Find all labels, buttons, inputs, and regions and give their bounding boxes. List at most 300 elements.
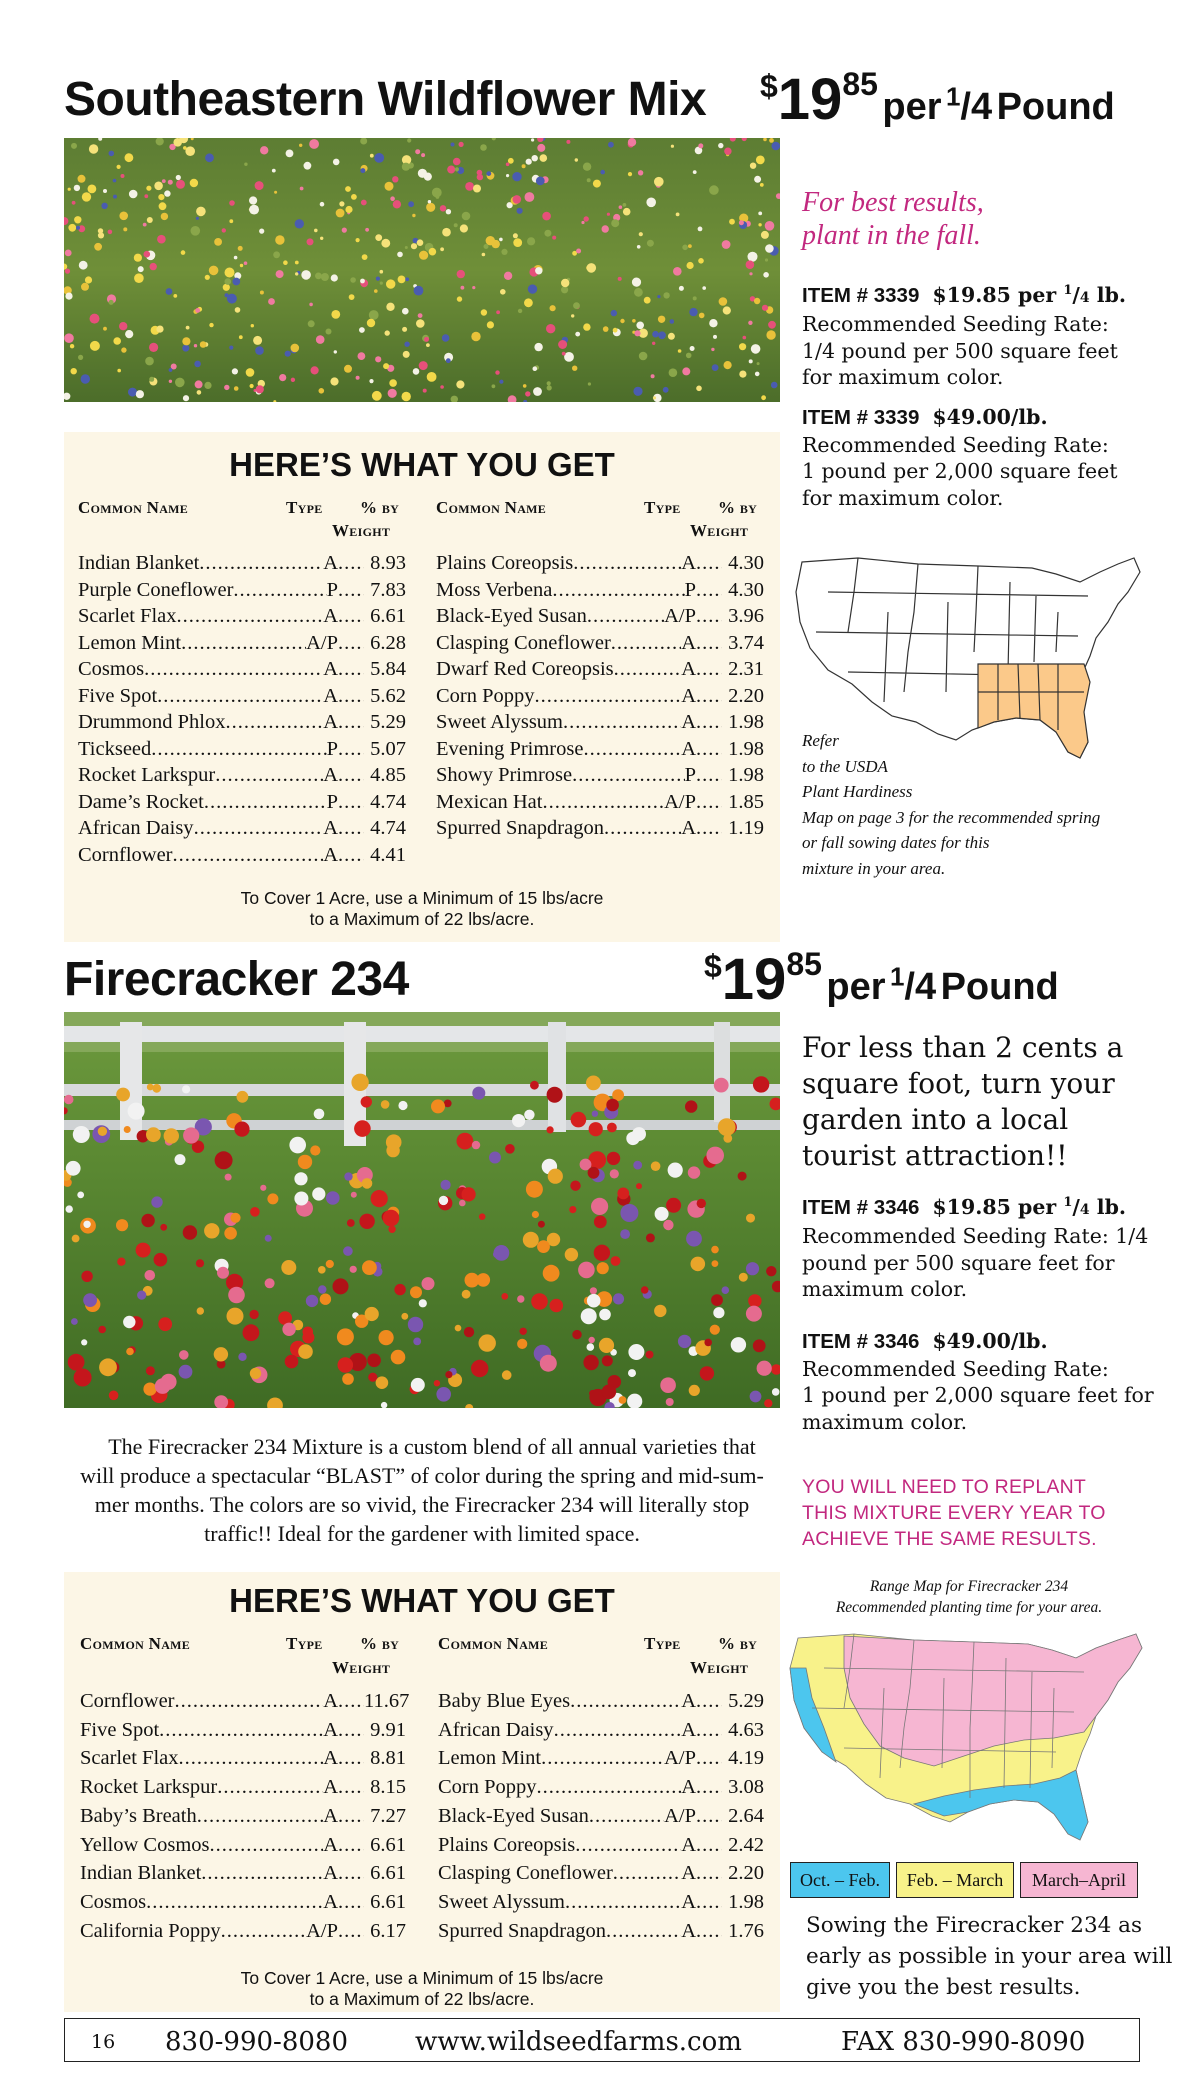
flower-speckle [386, 303, 394, 311]
flower-speckle [440, 205, 446, 211]
flower-speckle [386, 279, 395, 288]
flower-speckle [181, 250, 186, 255]
flower-speckle [176, 175, 181, 180]
flower-speckle [654, 177, 664, 187]
flower-speckle [589, 1122, 603, 1136]
flower-speckle [344, 365, 352, 373]
flower-speckle [343, 1246, 353, 1256]
leader-dots [696, 817, 722, 840]
flower-speckle [217, 1267, 229, 1279]
flower-speckle [540, 154, 548, 162]
plant-name: Cosmos [80, 1890, 147, 1913]
flower-speckle [748, 321, 752, 325]
flower-speckle [750, 163, 756, 169]
flower-speckle [633, 387, 642, 396]
flower-speckle [613, 1293, 624, 1304]
flower-speckle [718, 143, 723, 148]
plant-name: Cornflower [78, 843, 173, 866]
table-row [436, 579, 764, 602]
flower-speckle [74, 1369, 92, 1387]
leader-dots [552, 579, 684, 602]
flower-speckle [385, 330, 390, 335]
flower-speckle [350, 277, 356, 283]
flower-speckle [88, 185, 97, 194]
flower-speckle [380, 270, 384, 274]
flower-speckle [147, 1084, 154, 1091]
plant-name: Rocket Larkspur [80, 1776, 218, 1799]
flower-speckle [66, 1205, 73, 1212]
flower-speckle [698, 143, 703, 148]
flower-speckle [402, 163, 410, 171]
percent-by-weight: 1.85 [728, 790, 764, 813]
flower-speckle [230, 1213, 240, 1223]
plant-type: A [323, 817, 338, 839]
flower-speckle [771, 382, 778, 389]
flower-speckle [393, 200, 401, 208]
section1-contents-panel [64, 432, 780, 942]
flower-speckle [748, 252, 758, 262]
flower-speckle [136, 1243, 151, 1258]
flower-speckle [200, 341, 207, 348]
flower-speckle [361, 1096, 372, 1107]
flower-speckle [739, 1273, 748, 1282]
flower-speckle [526, 1181, 543, 1198]
flower-speckle [124, 1126, 131, 1133]
flower-speckle [587, 1343, 595, 1351]
flower-speckle [617, 1188, 629, 1200]
flower-speckle [628, 138, 636, 146]
flower-speckle [668, 333, 675, 340]
leader-dots [338, 844, 364, 867]
flower-speckle [540, 1355, 557, 1372]
flower-speckle [764, 1399, 772, 1407]
section1-price: $1985 per $^1$/4 Pound [760, 66, 1115, 132]
flower-speckle [412, 214, 415, 217]
flower-speckle [147, 217, 153, 223]
flower-speckle [685, 1100, 697, 1112]
flower-speckle [243, 1324, 260, 1341]
flower-speckle [331, 274, 338, 281]
flower-speckle [64, 333, 74, 343]
flower-speckle [575, 332, 580, 337]
percent-by-weight: 6.17 [370, 1919, 406, 1942]
flower-speckle [421, 153, 425, 157]
section1-table-title: HERE’S WHAT YOU GET [229, 446, 615, 483]
flower-speckle [90, 314, 100, 324]
plant-name: Indian Blanket [80, 1862, 202, 1885]
flower-speckle [381, 1402, 387, 1408]
flower-speckle [619, 205, 623, 209]
flower-speckle [561, 286, 568, 293]
leader-dots [338, 658, 364, 681]
flower-speckle [487, 321, 494, 328]
flower-speckle [214, 1347, 228, 1361]
flower-speckle [757, 1361, 772, 1376]
flower-speckle [229, 219, 233, 223]
percent-by-weight: 1.98 [728, 1890, 764, 1913]
percent-by-weight: 11.67 [364, 1690, 410, 1712]
flower-speckle [462, 1187, 476, 1201]
flower-speckle [108, 230, 113, 235]
flower-speckle [250, 1207, 260, 1217]
flower-speckle [761, 395, 766, 400]
flower-speckle [417, 239, 424, 246]
flower-speckle [143, 223, 147, 227]
flower-speckle [204, 382, 211, 389]
flower-speckle [398, 1101, 407, 1110]
flower-speckle [566, 140, 570, 144]
col-head-pct: % by [718, 498, 758, 517]
flower-speckle [524, 298, 533, 307]
flower-speckle [123, 227, 127, 231]
flower-speckle [530, 1081, 539, 1090]
leader-dots [696, 1747, 722, 1770]
flower-speckle [578, 1262, 595, 1279]
flower-speckle [298, 1155, 312, 1169]
flower-speckle [581, 221, 584, 224]
leader-dots [151, 738, 326, 761]
flower-speckle [754, 176, 761, 183]
flower-speckle [688, 244, 692, 248]
flower-speckle [119, 322, 127, 330]
plant-name: Corn Poppy [436, 684, 535, 707]
flower-speckle [176, 180, 185, 189]
flower-speckle [173, 294, 177, 298]
flower-speckle [687, 262, 694, 269]
flower-speckle [407, 138, 411, 142]
flower-speckle [666, 1398, 674, 1406]
flower-speckle [639, 352, 648, 361]
plant-type: A [681, 737, 696, 760]
table-row [80, 1805, 406, 1828]
flower-speckle [155, 1378, 171, 1394]
flower-speckle [314, 229, 318, 233]
flower-speckle [77, 1192, 84, 1199]
flower-speckle [532, 1211, 539, 1218]
flower-speckle [746, 1306, 762, 1322]
flower-speckle [657, 295, 660, 298]
phone-number[interactable]: 830-990-8080 [165, 2027, 348, 2057]
flower-speckle [159, 202, 167, 210]
flower-speckle [628, 1344, 644, 1360]
col-head-type: Type [644, 498, 681, 517]
flower-speckle [141, 1214, 154, 1227]
plant-type: A [323, 1804, 338, 1827]
website-link[interactable]: www.wildseedfarms.com [415, 2027, 742, 2057]
table-row [78, 817, 406, 840]
flower-speckle [663, 1220, 673, 1230]
table-row [436, 738, 764, 761]
flower-speckle [419, 1299, 427, 1307]
flower-speckle [326, 329, 332, 335]
leader-dots [233, 579, 326, 602]
flower-speckle [711, 1294, 723, 1306]
flower-speckle [506, 174, 509, 177]
percent-by-weight: 2.64 [728, 1804, 764, 1827]
flower-speckle [234, 1122, 249, 1137]
flower-speckle [588, 1167, 600, 1179]
percent-by-weight: 4.74 [370, 817, 406, 839]
percent-by-weight: 4.74 [370, 790, 406, 813]
leader-dots [210, 1834, 324, 1857]
flower-speckle [663, 292, 669, 298]
flower-speckle [289, 1137, 306, 1154]
flower-speckle [183, 146, 187, 150]
flower-speckle [682, 245, 688, 251]
sowing-tip: Sowing the Firecracker 234 as early as possible in your area will give you the best results. [806, 1913, 1173, 2000]
flower-speckle [758, 212, 762, 216]
percent-by-weight: 4.41 [370, 843, 406, 866]
table-row [436, 605, 764, 628]
flower-speckle [513, 233, 518, 238]
flower-speckle [371, 1190, 388, 1207]
flower-speckle [300, 187, 304, 191]
flower-speckle [98, 228, 103, 233]
plant-type: P [326, 578, 338, 601]
leader-dots [194, 817, 324, 840]
flower-speckle [486, 171, 491, 176]
flower-speckle [646, 198, 656, 208]
plant-name: Plains Coreopsis [438, 1833, 576, 1856]
flower-speckle [457, 1133, 474, 1150]
flower-speckle [381, 1100, 390, 1109]
leader-dots [696, 764, 722, 787]
flower-speckle [103, 327, 107, 331]
flower-speckle [462, 212, 471, 221]
plant-name: Baby’s Breath [80, 1804, 197, 1827]
leader-dots [587, 605, 664, 628]
flower-speckle [276, 270, 284, 278]
flower-speckle [634, 330, 640, 336]
flower-speckle [427, 372, 437, 382]
flower-speckle [76, 226, 80, 230]
flower-speckle [156, 326, 163, 333]
flower-speckle [237, 1091, 249, 1103]
flower-speckle [477, 1273, 491, 1287]
flower-speckle [129, 190, 138, 199]
plant-type: A [681, 1833, 696, 1856]
flower-speckle [446, 358, 451, 363]
flower-speckle [562, 352, 566, 356]
flower-speckle [766, 330, 775, 339]
flower-speckle [274, 191, 277, 194]
flower-speckle [157, 235, 166, 244]
flower-speckle [315, 273, 322, 280]
flower-speckle [338, 1357, 354, 1373]
flower-speckle [182, 345, 189, 352]
section1-title: Southeastern Wildflower Mix [64, 73, 707, 126]
flower-speckle [505, 1144, 515, 1154]
flower-speckle [285, 1355, 299, 1369]
plant-name: Tickseed [78, 737, 152, 760]
leader-dots [221, 1920, 306, 1943]
flower-speckle [686, 1231, 702, 1247]
flower-speckle [439, 1196, 448, 1205]
flower-speckle [532, 155, 538, 161]
flower-speckle [711, 1246, 719, 1254]
flower-speckle [570, 1181, 580, 1191]
flower-speckle [464, 1327, 474, 1337]
plant-type: A/P [306, 631, 338, 654]
flower-speckle [569, 1206, 576, 1213]
flower-speckle [402, 308, 409, 315]
leader-dots [338, 685, 364, 708]
flower-speckle [414, 286, 424, 296]
flower-speckle [173, 138, 182, 147]
flower-speckle [78, 355, 83, 360]
flower-speckle [513, 195, 522, 204]
fax-number: FAX 830-990-8090 [841, 2027, 1086, 2057]
flower-speckle [623, 208, 631, 216]
flower-speckle [607, 1152, 620, 1165]
flower-speckle [618, 277, 622, 281]
flower-speckle [249, 205, 259, 215]
flower-speckle [709, 319, 717, 327]
plant-name: African Daisy [78, 817, 194, 839]
flower-speckle [309, 303, 313, 307]
plant-name: Black-Eyed Susan [438, 1804, 589, 1827]
flower-speckle [113, 195, 117, 199]
flower-speckle [98, 1127, 107, 1136]
flower-speckle [356, 238, 360, 242]
flower-speckle [71, 1318, 78, 1325]
flower-speckle [473, 185, 481, 193]
flower-speckle [298, 1344, 313, 1359]
flower-speckle [689, 308, 697, 316]
flower-speckle [713, 1307, 724, 1318]
leader-dots [226, 711, 324, 734]
firecracker-range-map [784, 1628, 1148, 1852]
flower-speckle [462, 1290, 471, 1299]
flower-speckle [534, 343, 542, 351]
table-row [78, 738, 406, 761]
percent-by-weight: 2.20 [728, 1862, 764, 1885]
flower-speckle [693, 170, 697, 174]
plant-name: Clasping Coneflower [436, 631, 611, 654]
flower-speckle [572, 1330, 581, 1339]
flower-speckle [576, 249, 581, 254]
plant-type: A [323, 684, 338, 707]
leader-dots [215, 764, 323, 787]
col-head-name: Common Name [80, 1634, 191, 1653]
flower-speckle [81, 1271, 92, 1282]
flower-speckle [361, 200, 367, 206]
flower-speckle [342, 1373, 354, 1385]
flower-speckle [234, 256, 238, 260]
flower-speckle [368, 1373, 377, 1382]
flower-speckle [603, 326, 609, 332]
leader-dots [338, 1776, 364, 1799]
flower-speckle [552, 236, 556, 240]
flower-speckle [731, 1337, 746, 1352]
flower-speckle [424, 173, 432, 181]
flower-speckle [196, 217, 199, 220]
flower-speckle [593, 180, 601, 188]
flower-speckle [608, 142, 614, 148]
flower-speckle [571, 1112, 587, 1128]
flower-speckle [68, 188, 71, 191]
flower-speckle [369, 379, 373, 383]
flower-speckle [359, 1214, 374, 1229]
flower-speckle [68, 1354, 85, 1371]
flower-speckle [121, 174, 125, 178]
flower-speckle [350, 1266, 357, 1273]
flower-speckle [179, 1350, 189, 1360]
flower-speckle [138, 266, 144, 272]
leader-dots [157, 685, 323, 708]
flower-speckle [531, 1293, 548, 1310]
flower-speckle [303, 1327, 314, 1338]
flower-speckle [255, 346, 264, 355]
percent-by-weight: 6.61 [370, 1833, 406, 1856]
flower-speckle [471, 332, 480, 341]
leader-dots [535, 685, 682, 708]
flower-speckle [381, 239, 390, 248]
flower-speckle [525, 192, 535, 202]
flower-speckle [408, 201, 414, 207]
table-row [80, 1776, 406, 1799]
flower-speckle [294, 1192, 308, 1206]
flower-speckle [166, 288, 173, 295]
flower-speckle [506, 163, 510, 167]
table-row [438, 1719, 764, 1742]
flower-speckle [457, 296, 462, 301]
flower-speckle [575, 158, 578, 161]
plant-type: A [681, 1718, 696, 1741]
flower-speckle [610, 1169, 619, 1178]
plant-type: A [323, 552, 338, 574]
plant-name: Baby Blue Eyes [438, 1690, 571, 1712]
leader-dots [542, 791, 664, 814]
flower-speckle [376, 1376, 389, 1389]
plant-name: Moss Verbena [436, 578, 553, 601]
percent-by-weight: 4.63 [728, 1718, 764, 1741]
flower-speckle [584, 216, 589, 221]
flower-speckle [620, 1204, 638, 1222]
table-row [78, 685, 406, 708]
flower-speckle [70, 344, 74, 348]
flower-speckle [600, 170, 605, 175]
flower-speckle [655, 1207, 669, 1221]
plant-type: A [681, 1919, 696, 1942]
flower-speckle [602, 225, 609, 232]
flower-speckle [654, 1305, 666, 1317]
flower-speckle [234, 386, 239, 391]
leader-dots [572, 764, 684, 787]
flower-speckle [205, 153, 214, 162]
flower-speckle [89, 144, 98, 153]
percent-by-weight: 4.30 [728, 552, 764, 574]
flower-speckle [479, 1213, 486, 1220]
flower-speckle [706, 1147, 724, 1165]
flower-speckle [383, 363, 389, 369]
flower-speckle [389, 379, 397, 387]
flower-speckle [351, 194, 357, 200]
percent-by-weight: 6.61 [370, 1862, 406, 1885]
flower-speckle [653, 396, 656, 399]
table-row [80, 1891, 406, 1914]
flower-speckle [337, 1328, 354, 1345]
percent-by-weight: 5.29 [370, 711, 406, 733]
flower-speckle [365, 1307, 379, 1321]
table-row [436, 685, 764, 708]
flower-speckle [419, 361, 428, 370]
flower-speckle [326, 1260, 334, 1268]
flower-speckle [571, 314, 574, 317]
table-row [438, 1776, 764, 1799]
percent-by-weight: 4.19 [728, 1747, 764, 1770]
leader-dots [338, 1862, 364, 1885]
